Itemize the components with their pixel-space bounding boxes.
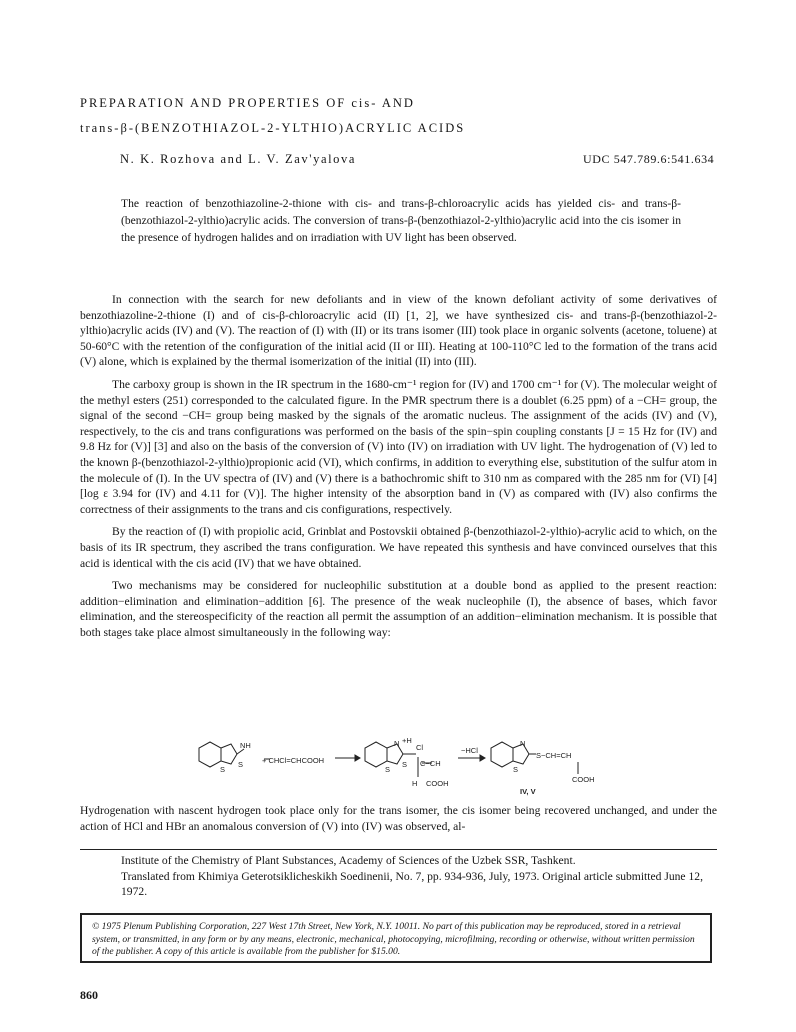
benzene-ring-2 — [365, 742, 387, 767]
scheme-reagent: + CHCl=CHCOOH — [262, 756, 325, 765]
scheme-hplus: +H — [402, 736, 412, 745]
scheme-h: H — [412, 779, 418, 788]
footnote-rule — [80, 849, 717, 850]
footnote-translation: Translated from Khimiya Geterotsiklicheskikh Soedinenii, No. 7, pp. 934-936, July, 1973. Original article submitted June 12, 1972. — [121, 869, 703, 899]
scheme-cl: Cl — [416, 743, 424, 752]
scheme-s5: S — [513, 765, 519, 774]
benzene-ring-3 — [491, 742, 513, 767]
scheme-label: IV, V — [520, 787, 536, 796]
body-text-lower — [80, 803, 717, 841]
scheme-cooh-2: COOH — [572, 775, 595, 784]
scheme-nh: NH — [240, 741, 251, 750]
thiazole-ring-1 — [221, 744, 237, 764]
scheme-cooh-1: COOH — [426, 779, 449, 788]
udc-code: UDC 547.789.6:541.634 — [583, 152, 715, 166]
paragraph-1: In connection with the search for new defoliants and in view of the known defoliant activity of some derivatives of benzothiazoline-2-thione (I) and of cis-β-chloroacrylic acid (II) [1, 2], we have synthesized cis- and trans-β-(benzothiazol-2-ylthio)acrylic acids (IV) and (V). The reaction of (I) with (II) or its trans isomer (III) took place in organic solvents (acetone, toluene) at 50-60°C with the retention of the configuration of the initial acid (II or III). Heating at 100-110°C led to the formation of the trans acid (V) alone, which is explained by the thermal isomerization of the initial (II) into (III). — [80, 293, 717, 369]
paragraph-3: By the reaction of (I) with propiolic acid, Grinblat and Postovskii obtained β-(benzothiazol-2-ylthio)-acrylic acid to which, on the basis of its IR spectrum, they ascribed the trans configuration. We have repeated this synthesis and have convinced ourselves that this acid is identical with the cis acid (IV) that we have obtained. — [80, 525, 717, 570]
scheme-s1: S — [220, 765, 226, 774]
copyright-notice: © 1975 Plenum Publishing Corporation, 227 West 17th Street, New York, N.Y. 10011. No part of this publication may be reproduced, stored in a retrieval system, or transmitted, in any form or by any means, electronic, mechanical, photocopying, microfilming, recording or otherwise, without written permission of the publisher. A copy of this article is available from the publisher for $15.00. — [80, 913, 712, 963]
abstract: The reaction of benzothiazoline-2-thione with cis- and trans-β-chloroacrylic acids has yielded cis- and trans-β-(benzothiazol-2-ylthio)acrylic acids. The conversion of trans-β-(benzothiazol-2-ylthio)acrylic acid into the cis isomer in the presence of hydrogen halides and on irradiation with UV light has been observed. — [121, 197, 681, 244]
scheme-c-ch: C−CH — [420, 759, 441, 768]
scheme-minus-hcl: −HCl — [461, 746, 478, 755]
benzene-ring-1 — [199, 742, 221, 767]
footnote-institute: Institute of the Chemistry of Plant Substances, Academy of Sciences of the Uzbek SSR, Tashkent. — [121, 854, 576, 867]
paragraph-2: The carboxy group is shown in the IR spectrum in the 1680-cm⁻¹ region for (IV) and 1700 cm⁻¹ for (V). The molecular weight of the methyl esters (251) corresponded to the calculated figure. In the PMR spectrum there is a doublet (6.25 ppm) of a −CH= group, the signal of the second −CH= group being masked by the signals of the aromatic nucleus. The assignment of the acids (IV) and (V), respectively, to the cis and trans configurations was performed on the basis of the spin−spin coupling constants [J = 15 Hz for (IV) and 9.8 Hz for (V)] [3] and also on the basis of the conversion of (V) into (IV) on irradiation with UV light. The hydrogenation of (V) led to the known β-(benzothiazol-2-ylthio)propionic acid (VI), which confirms, in addition to everything else, substitution of the sulfur atom in the molecule of (I). In the UV spectra of (IV) and (V) there is a bathochromic shift to 310 nm as compared with the 285 nm for (VI) [4] [log ε 3.94 for (IV) and 4.11 for (V)]. The higher intensity of the absorption band in (V) as compared with (IV) also confirms the correctness of their assignments to the trans and cis configurations, respectively. — [80, 377, 717, 516]
title-line-2: trans-β-(BENZOTHIAZOL-2-YLTHIO)ACRYLIC ACIDS — [80, 121, 466, 135]
scheme-s2: S — [238, 760, 244, 769]
authors: N. K. Rozhova and L. V. Zav'yalova — [120, 152, 357, 166]
scheme-n2: N — [394, 739, 400, 748]
title-line-1: PREPARATION AND PROPERTIES OF cis- AND — [80, 96, 415, 110]
scheme-s4: S — [402, 760, 408, 769]
body-text-upper — [80, 292, 717, 647]
scheme-s3: S — [385, 765, 391, 774]
paragraph-4: Two mechanisms may be considered for nucleophilic substitution at a double bond as applied to the present reaction: addition−elimination and elimination−addition [6]. The presence of the weak nucleophile (I), the absence of bases, which favor elimination, and the stereospecificity of the reaction all permit the assumption of an addition−elimination mechanism. It is possible that both stages take place almost simultaneously in the following way: — [80, 579, 717, 639]
reaction-scheme — [180, 730, 740, 800]
footnote — [121, 853, 721, 900]
scheme-n3: N — [520, 739, 526, 748]
scheme-s-ch-ch: S−CH=CH — [536, 751, 572, 760]
page-number: 860 — [80, 988, 98, 1002]
paragraph-after-scheme: Hydrogenation with nascent hydrogen took place only for the trans isomer, the cis isomer being recovered unchanged, and under the action of HCl and HBr an anomalous conversion of (V) into (IV) was observed, al- — [80, 804, 717, 833]
